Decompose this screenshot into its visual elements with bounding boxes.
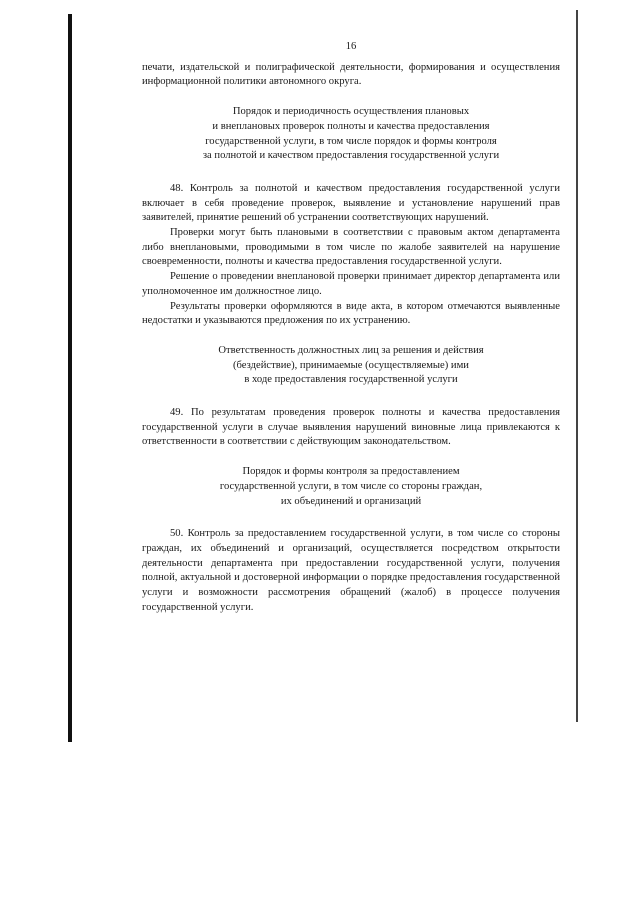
paragraph-50: 50. Контроль за предоставлением государственной услуги, в том числе со стороны граждан, их объединений и организаций, осуществляется посредством открытости деятельности департамента при предоставлении государственной услуги, получения полной, актуальной и достоверной информации о порядке предоставления государственной услуги и возможности рассмотрения обращений (жалоб) в процессе получения государственной услуги.: [142, 528, 560, 613]
scan-edge-left: [68, 14, 72, 742]
heading-line: в ходе предоставления государственной услуги: [244, 374, 458, 386]
paragraph-unscheduled-decision: Решение о проведении внеплановой проверки принимает директор департамента или уполномоченное им должностное лицо.: [142, 271, 560, 297]
heading-line: Ответственность должностных лиц за решения и действия: [218, 344, 484, 356]
section-heading-responsibility: [142, 344, 560, 388]
scan-edge-right: [576, 10, 578, 722]
paragraph-inspection-types: Проверки могут быть плановыми в соответствии с правовым актом департамента либо внеплановыми, проводимыми в том числе по жалобе заявителей на нарушение своевременности, полноты и качества предоставления государственной услуги.: [142, 227, 560, 268]
heading-line: Порядок и формы контроля за предоставлением: [242, 466, 460, 478]
paragraph-49: 49. По результатам проведения проверок полноты и качества предоставления государственной услуги в случае выявления нарушений виновные лица привлекаются к ответственности в соответствии с действующим законодательством.: [142, 407, 560, 448]
section-heading-inspections: [142, 105, 560, 164]
heading-line: и внеплановых проверок полноты и качества предоставления: [212, 120, 490, 132]
heading-line: государственной услуги, в том числе со стороны граждан,: [219, 480, 483, 492]
page-number: 16: [345, 41, 357, 52]
intro-paragraph: печати, издательской и полиграфической деятельности, формирования и осуществления информационной политики автономного округа.: [142, 61, 560, 88]
heading-line: государственной услуги, в том числе порядок и формы контроля: [205, 135, 497, 147]
paragraph-48: 48. Контроль за полнотой и качеством предоставления государственной услуги включает в себя проведение проверок, выявление и установление нарушений прав заявителей, принятие решений об устранении соответствующих нарушений.: [142, 182, 560, 224]
section-heading-control-forms: [142, 465, 560, 509]
heading-line: за полнотой и качеством предоставления государственной услуги: [202, 150, 500, 162]
paragraph-inspection-results: Результаты проверки оформляются в виде акта, в котором отмечаются выявленные недостатки и указываются предложения по их устранению.: [142, 300, 560, 327]
document-page: [142, 40, 560, 616]
heading-line: их объединений и организаций: [280, 495, 422, 507]
heading-line: Порядок и периодичность осуществления плановых: [232, 106, 470, 118]
heading-line: (бездействие), принимаемые (осуществляемые) ими: [233, 359, 469, 371]
